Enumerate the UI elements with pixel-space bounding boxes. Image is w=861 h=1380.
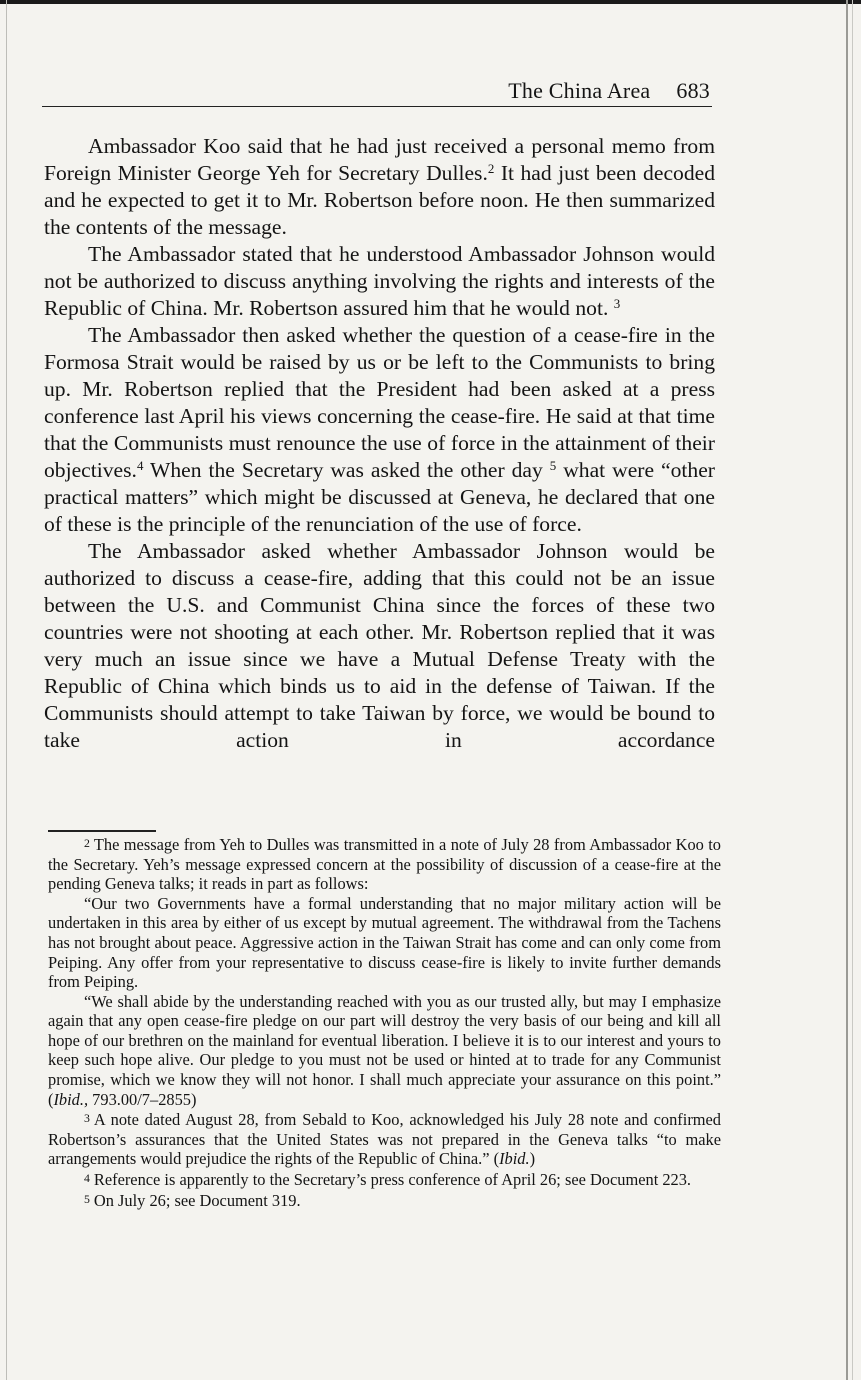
paragraph-2 xyxy=(44,241,715,322)
page-number: 683 xyxy=(676,78,710,103)
paragraph-3 xyxy=(44,322,715,538)
footnote-text: ) xyxy=(529,1149,536,1169)
footnote-4 xyxy=(48,1169,721,1190)
footnote-2-quote-1 xyxy=(48,894,721,992)
paragraph-3-text: The Ambassador then asked whether the question of a cease-fire in the Formosa Strait would be raised by us or be left to the Communists to bring up. Mr. Robertson replied that the President had been asked at a press conference last April his views concerning the cease-fire. He said at that time that the Communists must renounce the use of force in the attainment of their objectives. xyxy=(44,323,715,482)
paragraph-4 xyxy=(44,538,715,754)
footnote-3 xyxy=(48,1109,721,1169)
footnote-text: “We shall abide by the understanding reached with you as our trusted ally, but may I emphasize again that any open cease-fire pledge on our part will destroy the very basis of our being and kill all hope of our brethren on the mainland for eventual liberation. I believe it is to our interest and yours to keep such hope alive. Our pledge to you must not be used or hinted at to trade for any Communist promise, which we know they will not honor. I shall much appreciate your assurance on this point.” ( xyxy=(48,991,721,1109)
paragraph-1-text: Ambassador Koo said that he had just received a personal memo from Foreign Minister George Yeh for Secretary Dulles. xyxy=(44,134,715,185)
footnote-rule xyxy=(48,830,156,832)
footnote-mark: 5 xyxy=(84,1191,90,1206)
footnote-text: A note dated August 28, from Sebald to Koo, acknowledged his July 28 note and confirmed Robertson’s assurances that the United States was not prepared in the Geneva talks “to make arrangements would prejudice the rights of the Republic of China.” ( xyxy=(48,1110,721,1169)
scan-top-edge xyxy=(0,0,861,4)
footnote-citation: Ibid., xyxy=(53,1089,89,1109)
footnote-mark: 2 xyxy=(84,836,90,850)
body-text xyxy=(44,133,715,754)
scan-left-edge xyxy=(6,0,7,1380)
footnote-citation: Ibid. xyxy=(499,1149,530,1169)
footnote-text: Reference is apparently to the Secretary’s press conference of April 26; see Document 223. xyxy=(93,1169,692,1189)
footnote-ref-3[interactable]: 3 xyxy=(613,295,621,311)
paragraph-1 xyxy=(44,133,715,241)
scan-right-edge-inner xyxy=(852,0,853,1380)
footnote-mark: 4 xyxy=(84,1170,90,1185)
footnote-text: The message from Yeh to Dulles was transmitted in a note of July 28 from Ambassador Koo to the Secretary. Yeh’s message expressed concern at the possibility of discussion of a cease-fire at the pending Geneva talks; it reads in part as follows: xyxy=(48,834,721,894)
footnote-ref-2[interactable]: 2 xyxy=(487,160,495,176)
footnote-2 xyxy=(48,834,721,894)
footnotes xyxy=(48,834,721,1210)
footnote-5 xyxy=(48,1190,721,1211)
footnote-text: 793.00/7–2855) xyxy=(88,1089,197,1109)
footnote-2-quote-2 xyxy=(48,992,721,1110)
scan-right-edge xyxy=(846,0,848,1380)
paragraph-4-text: The Ambassador asked whether Ambassador Johnson would be authorized to discuss a cease-fire, adding that this could not be an issue between the U.S. and Communist China since the forces of these two countries were not shooting at each other. Mr. Robertson replied that it was very much an issue since we have a Mutual Defense Treaty with the Republic of China which binds us to aid in the defense of Taiwan. If the Communists should attempt to take Taiwan by force, we would be bound to take action in accordance xyxy=(44,539,715,752)
footnote-text: “Our two Governments have a formal understanding that no major military action will be undertaken in this area by either of us except by mutual agreement. The withdrawal from the Tachens has not brought about peace. Aggressive action in the Taiwan Strait has come and can only come from Peiping. Any offer from your representative to discuss cease-fire is likely to invite further demands from Peiping. xyxy=(48,893,721,992)
footnote-text: On July 26; see Document 319. xyxy=(93,1190,301,1210)
footnote-mark: 3 xyxy=(84,1111,90,1126)
footnote-ref-4[interactable]: 4 xyxy=(136,457,144,473)
paragraph-3-text-cont: what were “other practical matters” which might be discussed at Geneva, he declared that one of these is the principle of the renunciation of the use of force. xyxy=(44,458,715,536)
paragraph-3-text-mid: When the Secretary was asked the other day xyxy=(143,458,543,482)
running-title: The China Area xyxy=(508,78,651,103)
running-header-text xyxy=(508,78,710,104)
paragraph-1-text-cont: It had just been decoded and he expected to get it to Mr. Robertson before noon. He then summarized the contents of the message. xyxy=(44,161,715,239)
footnote-ref-5[interactable]: 5 xyxy=(549,457,557,473)
running-header xyxy=(42,78,712,107)
paragraph-2-text: The Ambassador stated that he understood Ambassador Johnson would not be authorized to discuss anything involving the rights and interests of the Republic of China. Mr. Robertson assured him that he would not. xyxy=(44,242,715,320)
